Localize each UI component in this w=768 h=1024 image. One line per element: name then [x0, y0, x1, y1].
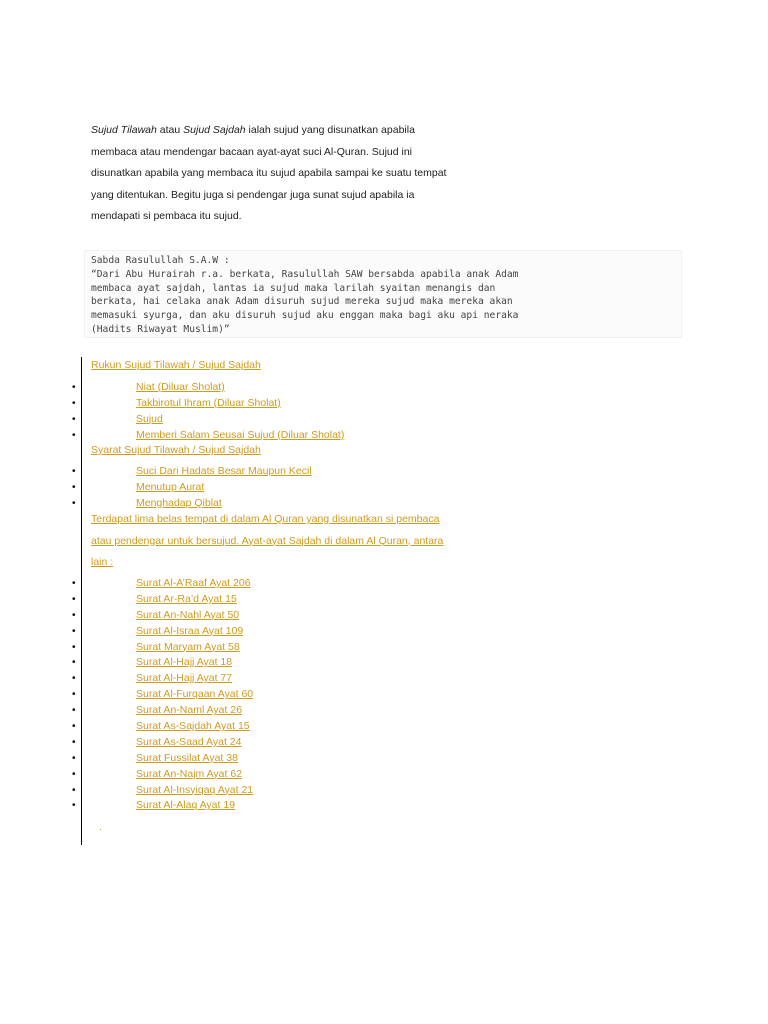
rukun-link[interactable]: Sujud: [136, 412, 163, 425]
quote-line: Sabda Rasulullah S.A.W :: [91, 255, 230, 266]
syarat-heading-link[interactable]: Syarat Sujud Tilawah / Sujud Sajdah: [91, 444, 261, 456]
para-line-2: atau pendengar untuk bersujud. Ayat-ayat Sajdah di dalam Al Quran, antara: [91, 534, 444, 547]
term-sujud-tilawah: Sujud Tilawah: [91, 124, 157, 136]
surat-link[interactable]: Surat Al-Alaq Ayat 19: [136, 799, 236, 812]
syarat-link[interactable]: Menutup Aurat: [136, 480, 205, 493]
surat-link[interactable]: Surat As-Saad Ayat 24: [136, 735, 242, 748]
syarat-link[interactable]: Suci Dari Hadats Besar Maupun Kecil: [136, 465, 312, 477]
syarat-link[interactable]: Menghadap Qiblat: [136, 496, 222, 509]
quote-line: “Dari Abu Hurairah r.a. berkata, Rasulullah SAW bersabda apabila anak Adam: [91, 268, 519, 280]
surat-link[interactable]: Surat An-Najm Ayat 62: [136, 767, 243, 780]
quote-line: (Hadits Riwayat Muslim)”: [91, 323, 230, 335]
term-sujud-sajdah: Sujud Sajdah: [183, 124, 246, 136]
ayat-sajdah-intro[interactable]: [91, 512, 461, 577]
rukun-link[interactable]: Memberi Salam Seusai Sujud (Diluar Sholat): [136, 428, 345, 441]
surat-link[interactable]: Surat Maryam Ayat 58: [136, 640, 240, 653]
rukun-heading[interactable]: [91, 359, 261, 371]
surat-link[interactable]: Surat Fussilat Ayat 38: [136, 751, 238, 764]
surat-link[interactable]: Surat Al-Insyiqaq Ayat 21: [136, 783, 254, 796]
rukun-link[interactable]: Takbirotul Ihram (Diluar Sholat): [136, 396, 281, 409]
para-line-3: lain :: [91, 556, 114, 568]
quote-line: berkata, hai celaka anak Adam disuruh sujud mereka sujud maka mereka akan: [91, 296, 513, 308]
intro-line-2: membaca atau mendengar bacaan ayat-ayat suci Al-Quran. Sujud ini: [91, 145, 413, 158]
intro-paragraph: [91, 123, 471, 231]
intro-line-4: yang ditentukan. Begitu juga si pendengar juga sunat sujud apabila ia: [91, 188, 415, 201]
surat-link[interactable]: Surat Al-Furqaan Ayat 60: [136, 688, 254, 701]
surat-link[interactable]: Surat Al-Israa Ayat 109: [136, 624, 244, 637]
intro-line-3: disunatkan apabila yang membaca itu sujud apabila sampai ke suatu tempat: [91, 167, 447, 179]
hadith-quote-block: [84, 250, 682, 338]
left-border-line: [81, 357, 82, 845]
syarat-heading[interactable]: [91, 444, 261, 456]
intro-line-1: Sujud Tilawah atau Sujud Sajdah ialah sujud yang disunatkan apabila: [91, 124, 415, 136]
surat-link[interactable]: Surat An-Naml Ayat 26: [136, 704, 243, 717]
surat-link[interactable]: Surat Al-Hajj Ayat 18: [136, 656, 233, 669]
surat-link[interactable]: Surat Al-Hajj Ayat 77: [136, 672, 233, 685]
surat-link[interactable]: Surat Ar-Ra’d Ayat 15: [136, 592, 237, 605]
rukun-heading-link[interactable]: Rukun Sujud Tilawah / Sujud Sajdah: [91, 359, 261, 371]
quote-line: membaca ayat sajdah, lantas ia sujud maka larilah syaitan menangis dan: [91, 282, 496, 294]
ayat-sajdah-intro-link[interactable]: [91, 512, 461, 577]
surat-link[interactable]: Surat As-Sajdah Ayat 15: [136, 720, 250, 733]
quote-line: memasuki syurga, dan aku disuruh sujud aku enggan maka bagi aku api neraka: [91, 310, 519, 322]
intro-line-5: mendapati si pembaca itu sujud.: [91, 210, 242, 222]
surat-link[interactable]: Surat Al-A’Raaf Ayat 206: [136, 577, 251, 589]
rukun-link[interactable]: Niat (Diluar Sholat): [136, 381, 225, 393]
end-dot: .: [99, 822, 102, 833]
surat-link[interactable]: Surat An-Nahl Ayat 50: [136, 608, 240, 621]
para-line-1: Terdapat lima belas tempat di dalam Al Quran yang disunatkan si pembaca: [91, 513, 440, 525]
